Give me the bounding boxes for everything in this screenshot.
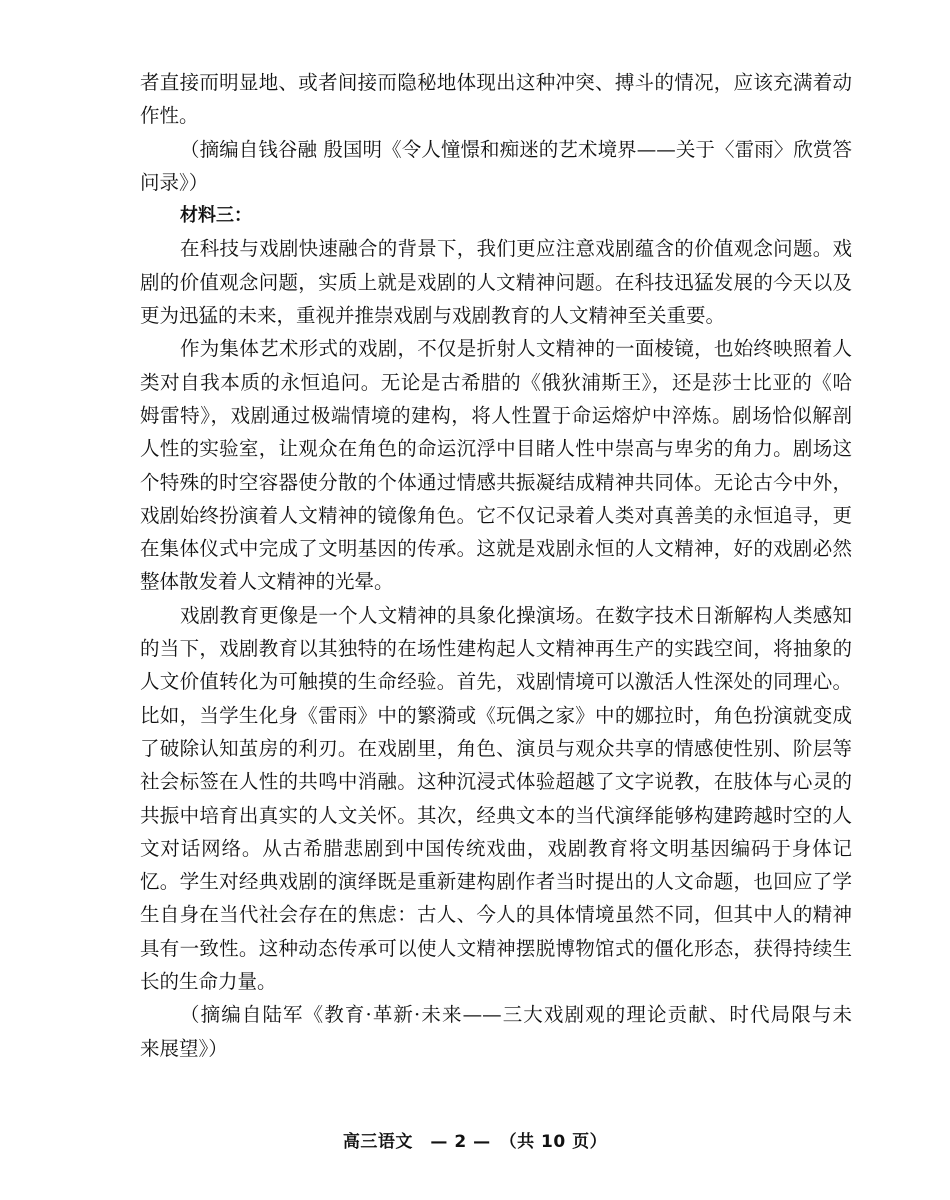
text-line: 了破除认知茧房的利刃。在戏剧里，角色、演员与观众共享的情感使性别、阶层等 [140, 736, 852, 760]
text-line: 文对话网络。从古希腊悲剧到中国传统戏曲，戏剧教育将文明基因编码于身体记 [140, 836, 852, 860]
text-line: 共振中培育出真实的人文关怀。其次，经典文本的当代演绎能够构建跨越时空的人 [140, 803, 852, 827]
text-line: 忆。学生对经典戏剧的演绎既是重新建构剧作者当时提出的人文命题，也回应了学 [140, 870, 852, 894]
text-line: 类对自我本质的永恒追问。无论是古希腊的《俄狄浦斯王》，还是莎士比亚的《哈 [140, 370, 852, 394]
text-line: （摘编自钱谷融 殷国明《令人憧憬和痴迷的艺术境界——关于〈雷雨〉欣赏答 [180, 137, 852, 161]
material-3-heading: 材料三： [180, 205, 252, 227]
text-line: 戏剧始终扮演着人文精神的镜像角色。它不仅记录着人类对真善美的永恒追寻，更 [140, 503, 852, 527]
page-footer: 高三语文 — 2 — （共 10 页） [342, 1132, 608, 1152]
text-line: （摘编自陆军《教育·革新·未来——三大戏剧观的理论贡献、时代局限与未 [180, 1003, 852, 1027]
text-line: 长的生命力量。 [140, 970, 277, 994]
text-line: 来展望》） [140, 1036, 228, 1060]
text-line: 更为迅猛的未来，重视并推崇戏剧与戏剧教育的人文精神至关重要。 [140, 304, 726, 328]
source-citation-2 [140, 133, 852, 200]
text-line: 在集体仪式中完成了文明基因的传承。这就是戏剧永恒的人文精神，好的戏剧必然 [140, 537, 852, 561]
text-line: 的当下，戏剧教育以其独特的在场性建构起人文精神再生产的实践空间，将抽象的 [140, 637, 852, 661]
text-line: 比如，当学生化身《雷雨》中的繁漪或《玩偶之家》中的娜拉时，角色扮演就变成 [140, 703, 852, 727]
source-citation-3 [140, 998, 852, 1065]
document-body [140, 66, 852, 1065]
text-line: 人文价值转化为可触摸的生命经验。首先，戏剧情境可以激活人性深处的同理心。 [140, 670, 852, 694]
text-line: 人性的实验室，让观众在角色的命运沉浮中目睹人性中崇高与卑劣的角力。剧场这 [140, 437, 852, 461]
text-line: 生自身在当代社会存在的焦虑：古人、今人的具体情境虽然不同，但其中人的精神 [140, 903, 852, 927]
text-line: 个特殊的时空容器使分散的个体通过情感共振凝结成精神共同体。无论古今中外， [140, 470, 852, 494]
text-line: 者直接而明显地、或者间接而隐秘地体现出这种冲突、搏斗的情况，应该充满着动 [140, 71, 852, 94]
material-3-paragraph-2 [140, 332, 852, 598]
text-line: 在科技与戏剧快速融合的背景下，我们更应注意戏剧蕴含的价值观念问题。戏 [180, 237, 852, 261]
text-line: 姆雷特》，戏剧通过极端情境的建构，将人性置于命运熔炉中淬炼。剧场恰似解剖 [140, 403, 852, 427]
text-line: 问录》） [140, 170, 209, 194]
text-line: 社会标签在人性的共鸣中消融。这种沉浸式体验超越了文字说教，在肢体与心灵的 [140, 770, 852, 794]
text-line: 作为集体艺术形式的戏剧，不仅是折射人文精神的一面棱镜，也始终映照着人 [180, 337, 852, 361]
text-line: 剧的价值观念问题，实质上就是戏剧的人文精神问题。在科技迅猛发展的今天以及 [140, 270, 852, 294]
material-3-paragraph-1 [140, 232, 852, 332]
continuation-paragraph [140, 66, 852, 133]
text-line: 戏剧教育更像是一个人文精神的具象化操演场。在数字技术日渐解构人类感知 [180, 603, 852, 627]
text-line: 具有一致性。这种动态传承可以使人文精神摆脱博物馆式的僵化形态，获得持续生 [140, 936, 852, 960]
text-line: 整体散发着人文精神的光晕。 [140, 570, 394, 594]
material-3-paragraph-3 [140, 599, 852, 999]
text-line: 作性。 [140, 104, 199, 128]
